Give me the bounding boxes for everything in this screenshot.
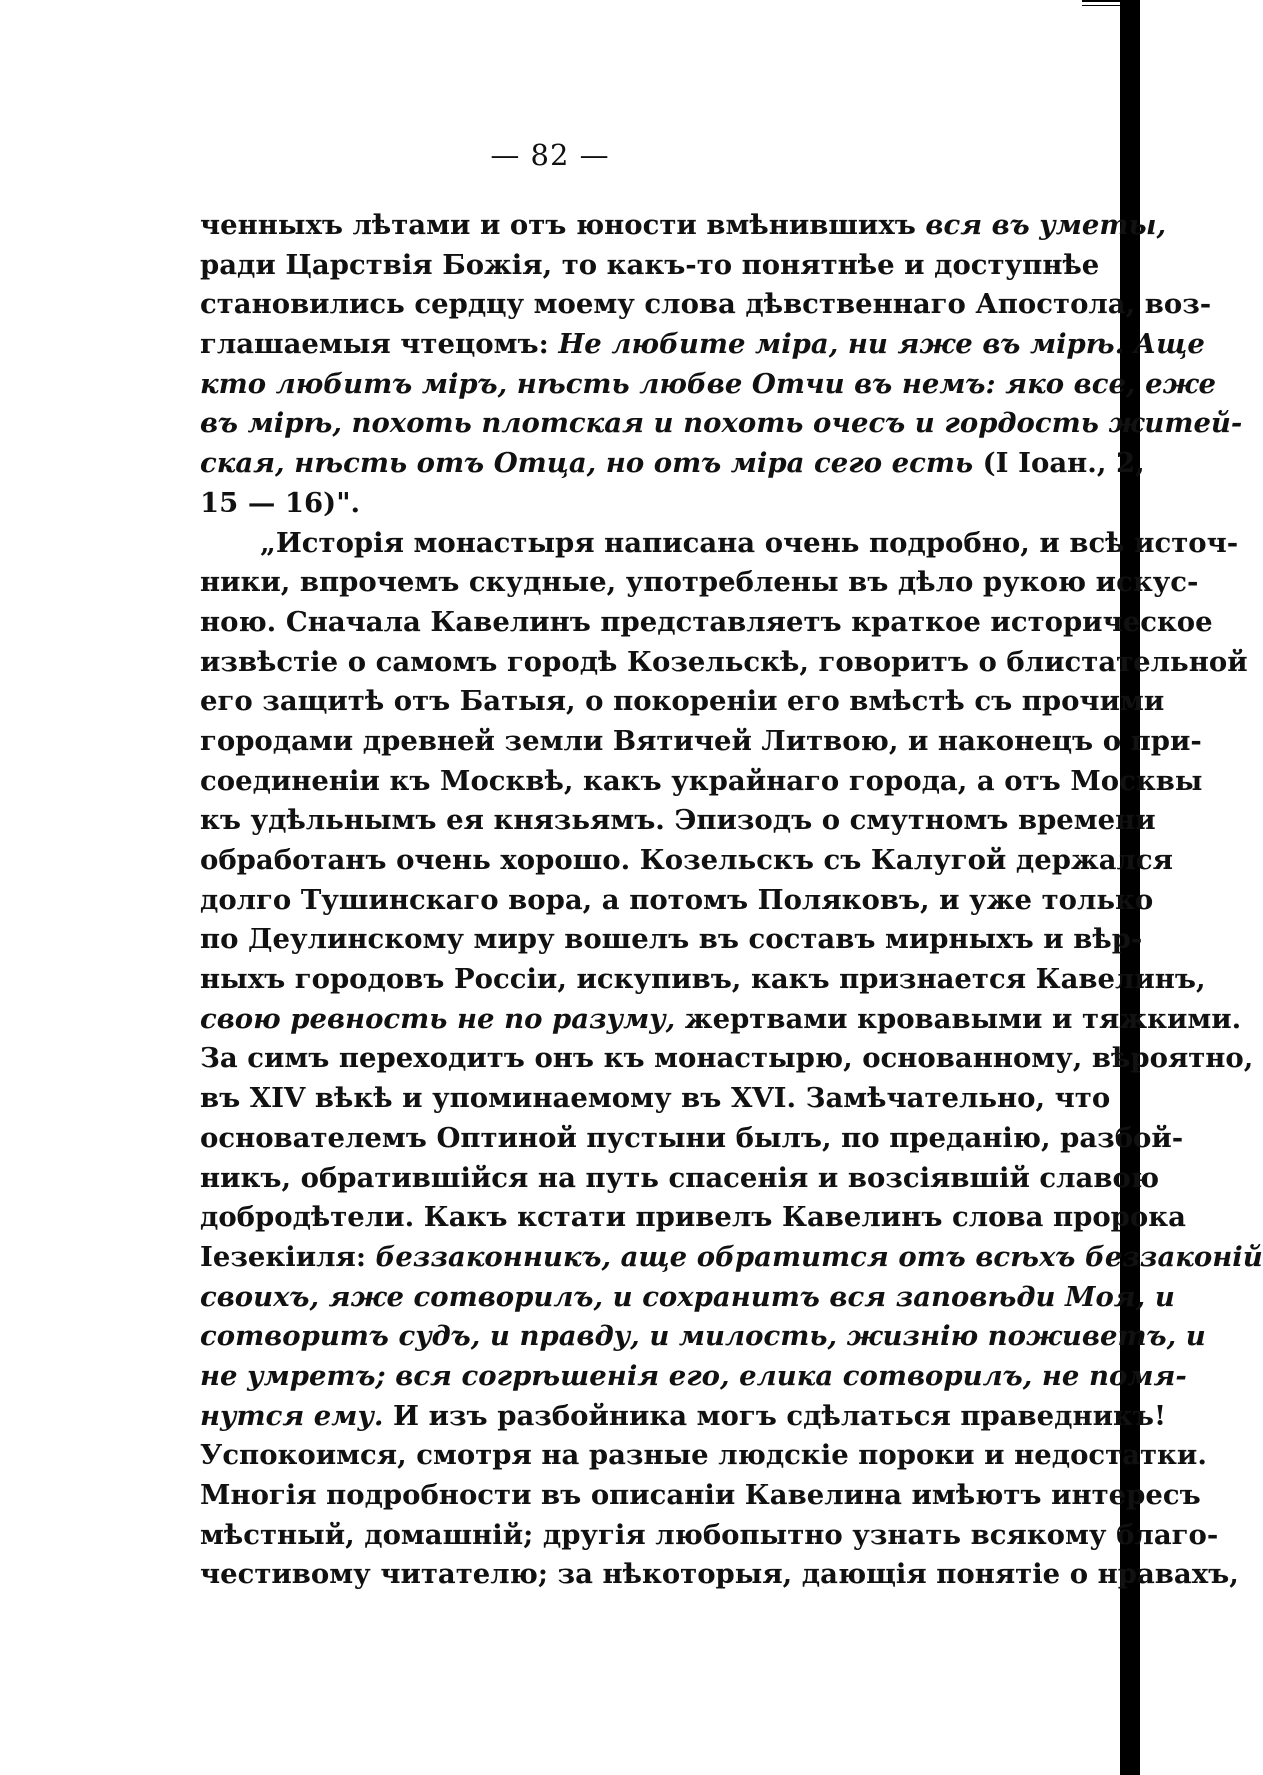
text-segment: ною. Сначала Кавелинъ представляетъ краткое историческое [200,605,1213,638]
text-line [200,1555,1239,1595]
page-edge-marks [1082,0,1122,14]
text-segment: къ удѣльнымъ ея князьямъ. Эпизодъ о смутномъ времени [200,804,1156,837]
italic-quote: свою ревность не по разуму, [200,1002,676,1035]
text-line [200,285,1212,325]
text-line [200,1039,1254,1079]
text-line [200,841,1173,881]
text-line [200,1516,1219,1556]
text-line [200,563,1199,603]
text-line [200,1436,1207,1476]
text-line [200,404,1243,444]
text-line [200,206,1167,246]
text-line [200,762,1203,802]
text-line [200,960,1206,1000]
text-segment: жертвами кровавыми и тяжкими. [675,1002,1242,1035]
text-line [200,444,1145,484]
text-segment: никъ, обратившійся на путь спасенія и возсіявшій славою [200,1161,1160,1194]
text-line [200,801,1156,841]
italic-quote: кто любитъ міръ, нѣсть любве Отчи въ немъ: яко все, еже [200,367,1216,400]
text-segment: честивому читателю; за нѣкоторыя, дающія понятіе о нравахъ, [200,1558,1239,1591]
text-segment: городами древней земли Вятичей Литвою, и наконецъ о при- [200,724,1202,757]
text-segment: его защитѣ отъ Батыя, о покореніи его вмѣстѣ съ прочими [200,685,1165,718]
text-segment: основателемъ Оптиной пустыни былъ, по преданію, разбой- [200,1121,1184,1154]
text-segment: И изъ разбойника могъ сдѣлаться праведникъ! [383,1399,1167,1432]
italic-quote: вся въ уметы, [925,209,1167,241]
body-text [200,206,1263,1595]
text-line [200,325,1205,365]
text-segment: ради Царствія Божія, то какъ-то понятнѣе и доступнѣе [200,248,1100,281]
text-line [200,643,1248,683]
text-line [200,1079,1111,1119]
text-line [200,484,1034,524]
text-segment: мѣстный, домашній; другія любопытно узнать всякому благо- [200,1518,1219,1551]
text-segment: добродѣтели. Какъ кстати привелъ Кавелинъ слова пророка [200,1201,1186,1234]
text-line [200,1357,1187,1397]
text-segment: ченныхъ лѣтами и отъ юности вмѣнившихъ [200,209,926,241]
text-segment: становились сердцу моему слова дѣвственнаго Апостола, воз- [200,288,1212,321]
text-line [200,1159,1160,1199]
text-segment: 15 — 16)". [200,486,361,519]
italic-quote: не умретъ; вся согрѣшенія его, елика сотворилъ, не помя- [200,1359,1187,1392]
text-segment: „Исторія монастыря написана очень подробно, и всѣ источ- [260,526,1239,559]
text-line [200,246,1100,286]
page-number: — 82 — [490,138,610,172]
text-segment: глашаемыя чтецомъ: [200,328,559,361]
italic-quote: беззаконникъ, аще обратится отъ всѣхъ беззаконій [375,1240,1263,1273]
text-line [200,1397,1167,1437]
text-line [200,1317,1206,1357]
italic-quote: Не любите міра, ни яже въ мірѣ. Аще [558,328,1205,361]
text-segment: соединеніи къ Москвѣ, какъ украйнаго города, а отъ Москвы [200,764,1203,797]
italic-quote: нутся ему. [200,1399,384,1432]
text-line [200,682,1165,722]
text-segment: обработанъ очень хорошо. Козельскъ съ Калугой держался [200,844,1173,876]
text-line [200,1476,1201,1516]
text-line [200,365,1216,405]
text-segment: ныхъ городовъ Россіи, искупивъ, какъ признается Кавелинъ, [200,963,1206,996]
text-line [200,1198,1186,1238]
italic-quote: въ мірѣ, похоть плотская и похоть очесъ и гордость житей- [200,407,1243,440]
text-segment: Успокоимся, смотря на разные людскіе пороки и недостатки. [200,1439,1207,1472]
text-line [200,1119,1184,1159]
text-segment: Многія подробности въ описаніи Кавелина имѣютъ интересъ [200,1479,1201,1511]
text-line [200,603,1213,643]
italic-quote: ская, нѣсть отъ Отца, но отъ міра сего есть [200,447,974,480]
text-line [200,722,1202,762]
text-line [200,524,1239,564]
text-segment: въ XIV вѣкѣ и упоминаемому въ XVI. Замѣчательно, что [200,1082,1111,1115]
text-line [200,881,1154,921]
italic-quote: своихъ, яже сотворилъ, и сохранитъ вся заповѣди Моя, и [200,1280,1175,1313]
text-line [200,920,1143,960]
text-segment: ники, впрочемъ скудные, употреблены въ дѣло рукою искус- [200,566,1199,599]
text-line [200,1238,1263,1278]
text-line [200,1278,1175,1318]
text-segment: долго Тушинскаго вора, а потомъ Поляковъ, и уже только [200,883,1154,916]
text-segment: За симъ переходитъ онъ къ монастырю, основанному, вѣроятно, [200,1042,1254,1075]
text-segment: по Деулинскому миру вошелъ въ составъ мирныхъ и вѣр- [200,923,1143,956]
text-segment: (I Іоан., 2, [973,447,1145,480]
text-line [200,1000,1242,1040]
italic-quote: сотворитъ судъ, и правду, и милость, жизнію поживетъ, и [200,1320,1206,1353]
text-segment: извѣстіе о самомъ городѣ Козельскѣ, говоритъ о блистательной [200,645,1248,678]
text-segment: Іезекіиля: [200,1240,376,1273]
